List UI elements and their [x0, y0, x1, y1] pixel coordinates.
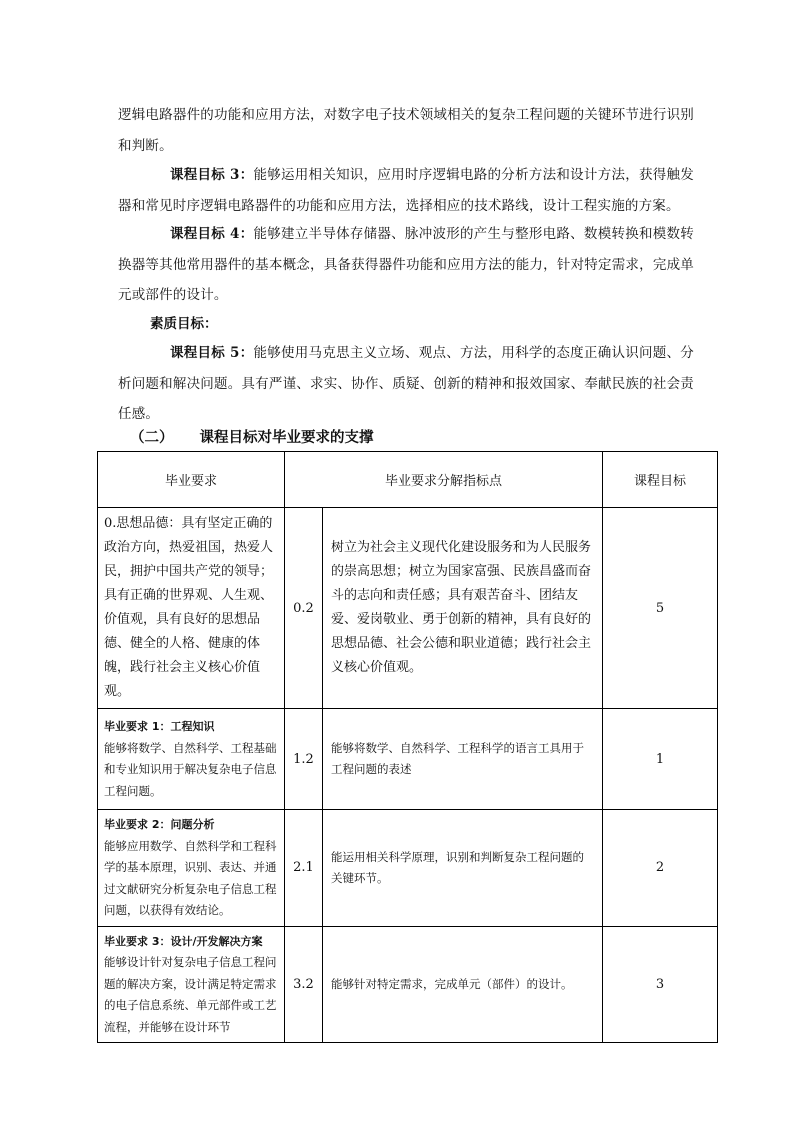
requirement-cell — [98, 709, 285, 810]
requirement-text: 0.思想品德：具有坚定正确的政治方向，热爱祖国，热爱人民，拥护中国共产党的领导；具有正确的世界观、人生观、价值观，具有良好的思想品德、健全的人格、健康的体魄，践行社会主义核心价值观。 — [104, 516, 274, 699]
requirement-title: 毕业要求 3：设计/开发解决方案 — [104, 934, 263, 948]
paragraph-continuation: 逻辑电路器件的功能和应用方法，对数字电子技术领域相关的复杂工程问题的关键环节进行识别和判断。 — [118, 107, 694, 154]
indicator-code: 0.2 — [285, 508, 323, 709]
course-goal-value: 5 — [603, 508, 718, 709]
course-goal-4-label: 课程目标 4： — [170, 226, 254, 242]
section-title: 课程目标对毕业要求的支撑 — [199, 430, 374, 446]
course-goal-4-text: 能够建立半导体存储器、脉冲波形的产生与整形电路、数模转换和模数转换器等其他常用器件的基本概念，具备获得器件功能和应用方法的能力，针对特定需求，完成单元或部件的设计。 — [118, 226, 694, 303]
section-number: （二） — [130, 430, 174, 446]
course-goal-value: 2 — [603, 810, 718, 927]
indicator-text: 树立为社会主义现代化建设服务和为人民服务的崇高思想；树立为国家富强、民族昌盛而奋斗的志向和责任感；具有艰苦奋斗、团结友爱、爱岗敬业、勇于创新的精神，具有良好的思想品德、社会公德和职业道德；践行社会主义核心价值观。 — [323, 508, 603, 709]
header-graduation-requirement: 毕业要求 — [98, 452, 285, 508]
course-goal-3-label: 课程目标 3： — [170, 167, 254, 183]
table-row — [98, 508, 718, 709]
course-goal-value: 3 — [603, 926, 718, 1043]
header-course-goal: 课程目标 — [603, 452, 718, 508]
paragraph-course-goal-5 — [118, 338, 694, 430]
quality-goals-heading: 素质目标： — [150, 316, 218, 332]
section-heading — [130, 426, 374, 447]
support-table — [97, 451, 718, 1043]
requirement-cell — [98, 508, 285, 709]
indicator-code: 1.2 — [285, 709, 323, 810]
indicator-text: 能够针对特定需求，完成单元（部件）的设计。 — [323, 926, 603, 1043]
requirement-title: 毕业要求 1：工程知识 — [104, 720, 215, 733]
header-indicator: 毕业要求分解指标点 — [285, 452, 603, 508]
indicator-text: 能够将数学、自然科学、工程科学的语言工具用于工程问题的表述 — [323, 709, 603, 810]
table-header-row — [98, 452, 718, 508]
paragraph-course-goal-4 — [118, 219, 694, 311]
course-goal-5-text: 能够使用马克思主义立场、观点、方法，用科学的态度正确认识问题、分析问题和解决问题。具有严谨、求实、协作、质疑、创新的精神和报效国家、奉献民族的社会责任感。 — [118, 345, 694, 422]
indicator-text: 能运用相关科学原理，识别和判断复杂工程问题的关键环节。 — [323, 810, 603, 927]
requirement-text: 能够设计针对复杂电子信息工程问题的解决方案，设计满足特定需求的电子信息系统、单元部件或工艺流程，并能够在设计环节 — [104, 955, 277, 1034]
course-goal-5-label: 课程目标 5： — [170, 345, 254, 361]
requirement-text: 能够应用数学、自然科学和工程科学的基本原理，识别、表达、并通过文献研究分析复杂电子信息工程问题，以获得有效结论。 — [104, 838, 277, 917]
table-row — [98, 709, 718, 810]
indicator-code: 3.2 — [285, 926, 323, 1043]
table-row — [98, 810, 718, 927]
requirement-cell — [98, 810, 285, 927]
requirement-cell — [98, 926, 285, 1043]
table-row — [98, 926, 718, 1043]
course-goal-3-text: 能够运用相关知识，应用时序逻辑电路的分析方法和设计方法，获得触发器和常见时序逻辑电路器件的功能和应用方法，选择相应的技术路线，设计工程实施的方案。 — [118, 167, 694, 214]
requirement-title: 毕业要求 2：问题分析 — [104, 818, 215, 831]
course-goal-value: 1 — [603, 709, 718, 810]
requirement-text: 能够将数学、自然科学、工程基础和专业知识用于解决复杂电子信息工程问题。 — [104, 740, 277, 798]
indicator-code: 2.1 — [285, 810, 323, 927]
paragraph-course-goal-3 — [118, 160, 694, 221]
